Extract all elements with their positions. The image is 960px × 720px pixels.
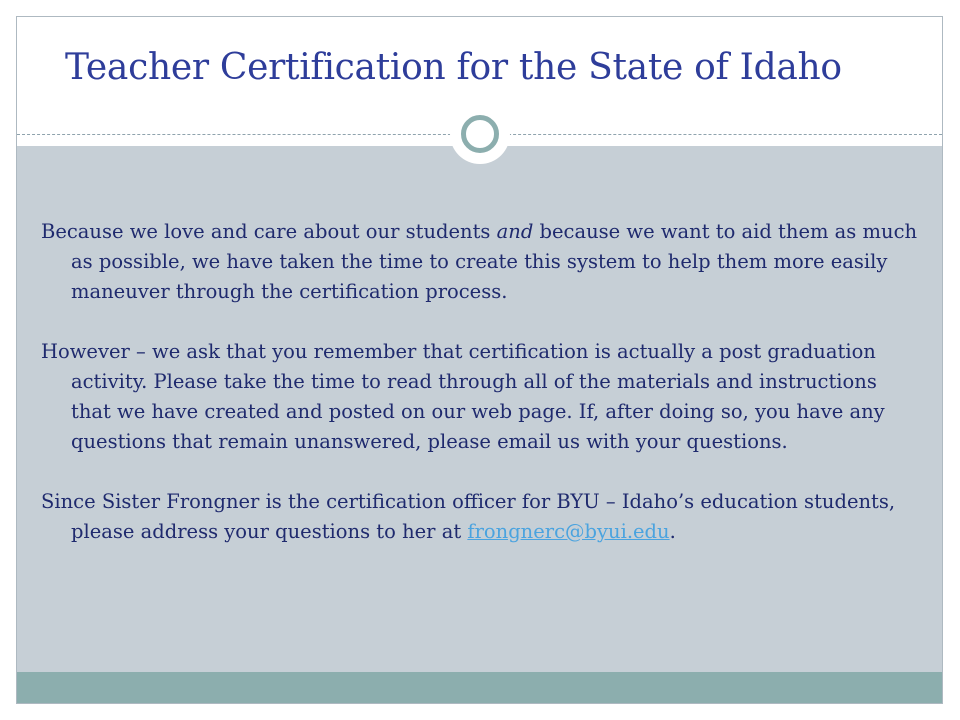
slide-title: Teacher Certification for the State of Idaho [65, 47, 842, 88]
slide-body [41, 217, 921, 577]
paragraph-contact-after: . [669, 520, 676, 543]
paragraph-contact [41, 487, 921, 547]
footer-band [17, 672, 942, 704]
circle-ring-icon [461, 115, 499, 153]
email-link[interactable]: frongnerc@byui.edu [467, 520, 670, 543]
paragraph-intro-emphasis: and [496, 220, 534, 243]
paragraph-contact-before: Since Sister Frongner is the certification officer for BYU – Idaho’s education students, please address your questions to her at [41, 490, 896, 543]
paragraph-intro-after: because we want to aid them as much as possible, we have taken the time to create this system to help them more easily maneuver through the certification process. [71, 220, 918, 303]
slide [16, 16, 943, 704]
paragraph-intro [41, 217, 921, 307]
circle-ornament-icon [450, 104, 510, 164]
paragraph-intro-before: Because we love and care about our students [41, 220, 497, 243]
paragraph-however: However – we ask that you remember that certification is actually a post graduation activity. Please take the time to read through all of the materials and instructions that we have created and posted on our web page. If, after doing so, you have any questions that remain unanswered, please email us with your questions. [41, 340, 885, 453]
